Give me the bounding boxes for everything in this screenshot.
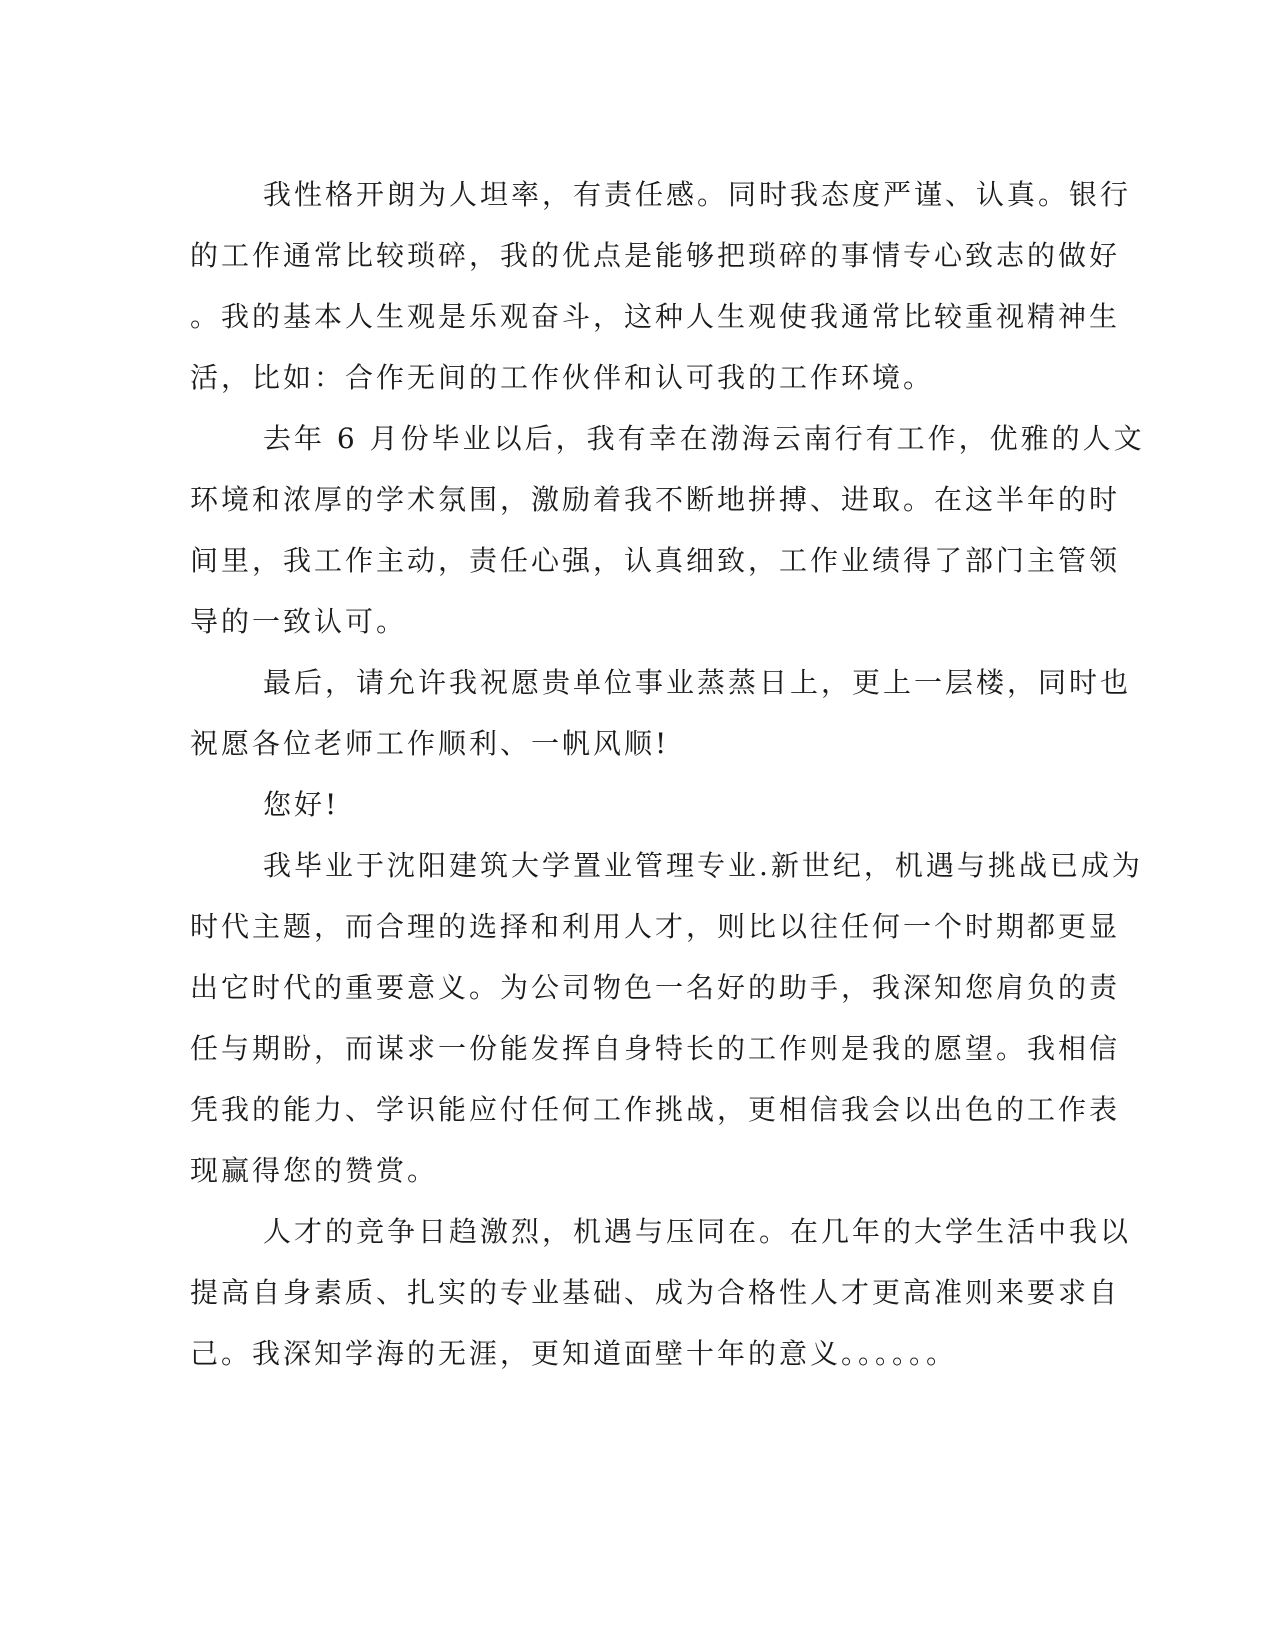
text-line: 时代主题，而合理的选择和利用人才，则比以往任何一个时期都更显 bbox=[190, 910, 1121, 943]
text-line: 任与期盼，而谋求一份能发挥自身特长的工作则是我的愿望。我相信 bbox=[190, 1032, 1121, 1065]
text-line: 我性格开朗为人坦率，有责任感。同时我态度严谨、认真。银行 bbox=[263, 178, 1132, 211]
text-line: 人才的竞争日趋激烈，机遇与压同在。在几年的大学生活中我以 bbox=[263, 1215, 1132, 1248]
text-line: 。我的基本人生观是乐观奋斗，这种人生观使我通常比较重视精神生 bbox=[190, 300, 1121, 333]
text-line: 祝愿各位老师工作顺利、一帆风顺! bbox=[190, 727, 670, 760]
text-line: 的工作通常比较琐碎，我的优点是能够把琐碎的事情专心致志的做好 bbox=[190, 239, 1121, 272]
text-line: 去年 6 月份毕业以后，我有幸在渤海云南行有工作，优雅的人文 bbox=[263, 422, 1145, 455]
text-line: 环境和浓厚的学术氛围，激励着我不断地拼搏、进取。在这半年的时 bbox=[190, 483, 1121, 516]
text-line: 间里，我工作主动，责任心强，认真细致，工作业绩得了部门主管领 bbox=[190, 544, 1121, 577]
text-line: 活，比如：合作无间的工作伙伴和认可我的工作环境。 bbox=[190, 361, 935, 394]
text-line: 我毕业于沈阳建筑大学置业管理专业.新世纪，机遇与挑战已成为 bbox=[263, 849, 1143, 882]
text-line: 导的一致认可。 bbox=[190, 605, 408, 638]
text-line: 己。我深知学海的无涯，更知道面壁十年的意义。。。。。。 bbox=[190, 1337, 958, 1370]
text-line: 提高自身素质、扎实的专业基础、成为合格性人才更高准则来要求自 bbox=[190, 1276, 1121, 1309]
text-line: 出它时代的重要意义。为公司物色一名好的助手，我深知您肩负的责 bbox=[190, 971, 1121, 1004]
text-line: 最后，请允许我祝愿贵单位事业蒸蒸日上，更上一层楼，同时也 bbox=[263, 666, 1132, 699]
greeting-line: 您好! bbox=[263, 788, 340, 821]
text-line: 凭我的能力、学识能应付任何工作挑战，更相信我会以出色的工作表 bbox=[190, 1093, 1121, 1126]
document-body bbox=[190, 164, 1145, 1384]
text-line: 现赢得您的赞赏。 bbox=[190, 1154, 439, 1187]
